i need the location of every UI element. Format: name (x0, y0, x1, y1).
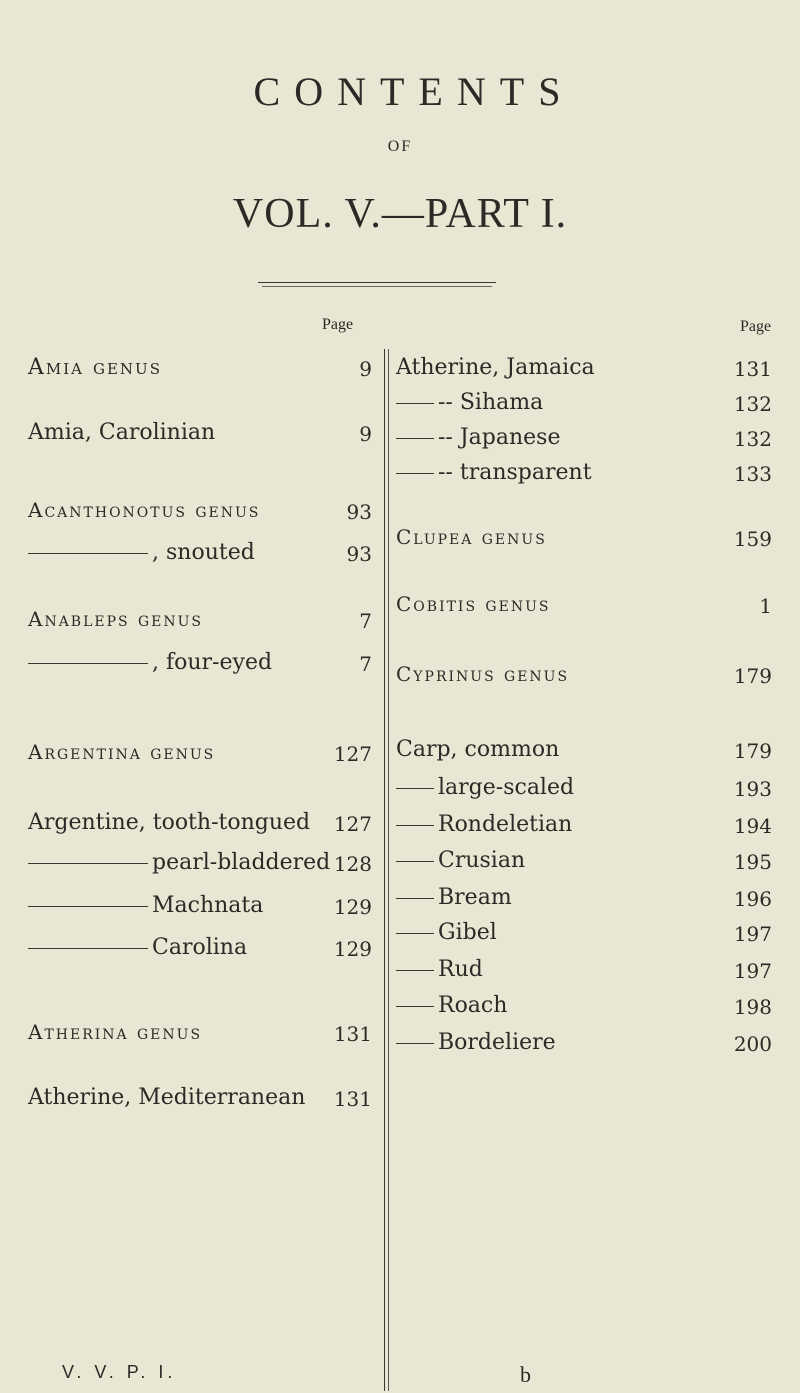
left-entry-text: pearl-bladdered (152, 850, 331, 875)
right-page-number: 179 (733, 739, 772, 763)
right-entry-text: Gibel (438, 920, 497, 945)
repeat-dash (28, 663, 148, 664)
title-rule (258, 282, 496, 283)
left-page-number: 131 (333, 1022, 372, 1046)
right-page-number: 179 (733, 664, 772, 688)
repeat-dash (28, 553, 148, 554)
right-page-number: 197 (733, 959, 772, 983)
page-title: CONTENTS (253, 69, 575, 114)
left-entry-text: Argentine, tooth-tongued (28, 810, 311, 835)
right-entry (396, 775, 574, 800)
right-page-number: 197 (733, 922, 772, 946)
left-entry-text: Amia, Carolinian (28, 420, 216, 445)
right-entry (396, 390, 543, 415)
right-page-number: 131 (733, 357, 772, 381)
right-page-number: 133 (733, 462, 772, 486)
left-entry-text: , snouted (152, 540, 255, 565)
repeat-dash (396, 825, 434, 826)
right-page-number: 159 (733, 527, 772, 551)
left-entry (28, 355, 162, 380)
right-page-number: 193 (733, 777, 772, 801)
left-page-number: 93 (346, 500, 372, 524)
repeat-dash (28, 906, 148, 907)
left-page-number: 127 (333, 812, 372, 836)
page-label-right: Page (740, 318, 772, 335)
left-entry-text: , four-eyed (152, 650, 273, 675)
right-entry-text: Atherine, Jamaica (396, 355, 595, 380)
left-page-number: 7 (359, 609, 372, 633)
right-entry-text: Rud (438, 957, 483, 982)
right-page-number: 1 (759, 594, 772, 618)
right-entry-text: -- transparent (438, 460, 592, 485)
right-entry (396, 993, 507, 1018)
left-entry (28, 740, 215, 765)
repeat-dash (28, 863, 148, 864)
repeat-dash (396, 473, 434, 474)
right-entry (396, 592, 550, 617)
left-entry (28, 850, 330, 875)
left-page-number: 127 (333, 742, 372, 766)
left-entry-text: Argentina genus (28, 740, 216, 764)
repeat-dash (396, 861, 434, 862)
left-entry (28, 498, 260, 523)
right-entry-text: Bream (438, 885, 512, 910)
left-page-number: 129 (333, 937, 372, 961)
left-page-number: 7 (359, 652, 372, 676)
left-entry-text: Carolina (152, 935, 248, 960)
repeat-dash (396, 403, 434, 404)
left-entry (28, 607, 203, 632)
right-entry (396, 957, 483, 982)
right-entry-text: Bordeliere (438, 1030, 556, 1055)
right-entry (396, 920, 497, 945)
repeat-dash (396, 788, 434, 789)
right-entry (396, 525, 547, 550)
left-entry (28, 810, 310, 835)
repeat-dash (396, 898, 434, 899)
left-entry-text: Atherine, Mediterranean (28, 1085, 306, 1110)
column-divider (384, 349, 385, 1391)
repeat-dash (396, 438, 434, 439)
right-entry (396, 425, 561, 450)
right-entry (396, 1030, 556, 1055)
repeat-dash (396, 933, 434, 934)
left-entry (28, 1020, 202, 1045)
right-page-number: 194 (733, 814, 772, 838)
right-page-number: 196 (733, 887, 772, 911)
right-entry (396, 737, 559, 762)
title-of: OF (387, 138, 413, 155)
repeat-dash (396, 1043, 434, 1044)
right-entry-text: Rondeletian (438, 812, 573, 837)
right-entry-text: large-scaled (438, 775, 575, 800)
left-entry-text: Atherina genus (28, 1020, 203, 1044)
left-page-number: 128 (333, 852, 372, 876)
left-entry (28, 893, 263, 918)
right-entry-text: Roach (438, 993, 508, 1018)
right-entry (396, 662, 569, 687)
right-page-number: 198 (733, 995, 772, 1019)
left-entry-text: Anableps genus (28, 607, 204, 631)
right-entry (396, 885, 512, 910)
repeat-dash (396, 1006, 434, 1007)
right-entry-text: Cobitis genus (396, 592, 551, 616)
right-entry-text: Clupea genus (396, 525, 547, 549)
left-page-number: 93 (346, 542, 372, 566)
left-page-number: 129 (333, 895, 372, 919)
left-page-number: 9 (359, 422, 372, 446)
left-entry-text: Amia genus (28, 355, 162, 380)
right-entry (396, 812, 572, 837)
title-rule-secondary (262, 286, 492, 287)
left-entry (28, 540, 255, 565)
right-entry-text: Carp, common (396, 737, 560, 762)
volume-heading: VOL. V.—PART I. (232, 191, 568, 237)
signature-mark: V. V. P. I. (62, 1362, 177, 1382)
signature-letter: b (520, 1362, 535, 1387)
repeat-dash (28, 948, 148, 949)
left-entry (28, 420, 215, 445)
right-page-number: 200 (733, 1032, 772, 1056)
right-page-number: 132 (733, 427, 772, 451)
left-page-number: 9 (359, 357, 372, 381)
left-entry (28, 650, 272, 675)
right-entry-text: -- Japanese (438, 425, 561, 450)
right-entry (396, 848, 525, 873)
right-entry-text: -- Sihama (438, 390, 544, 415)
column-divider-secondary (388, 349, 389, 1391)
right-entry (396, 460, 592, 485)
left-entry (28, 1085, 305, 1110)
right-entry-text: Cyprinus genus (396, 662, 570, 686)
right-entry-text: Crusian (438, 848, 526, 873)
right-page-number: 195 (733, 850, 772, 874)
right-entry (396, 355, 595, 380)
left-entry-text: Machnata (152, 893, 264, 918)
page-label-left: Page (322, 316, 354, 333)
left-entry (28, 935, 247, 960)
right-page-number: 132 (733, 392, 772, 416)
left-page-number: 131 (333, 1087, 372, 1111)
repeat-dash (396, 970, 434, 971)
left-entry-text: Acanthonotus genus (28, 498, 261, 522)
